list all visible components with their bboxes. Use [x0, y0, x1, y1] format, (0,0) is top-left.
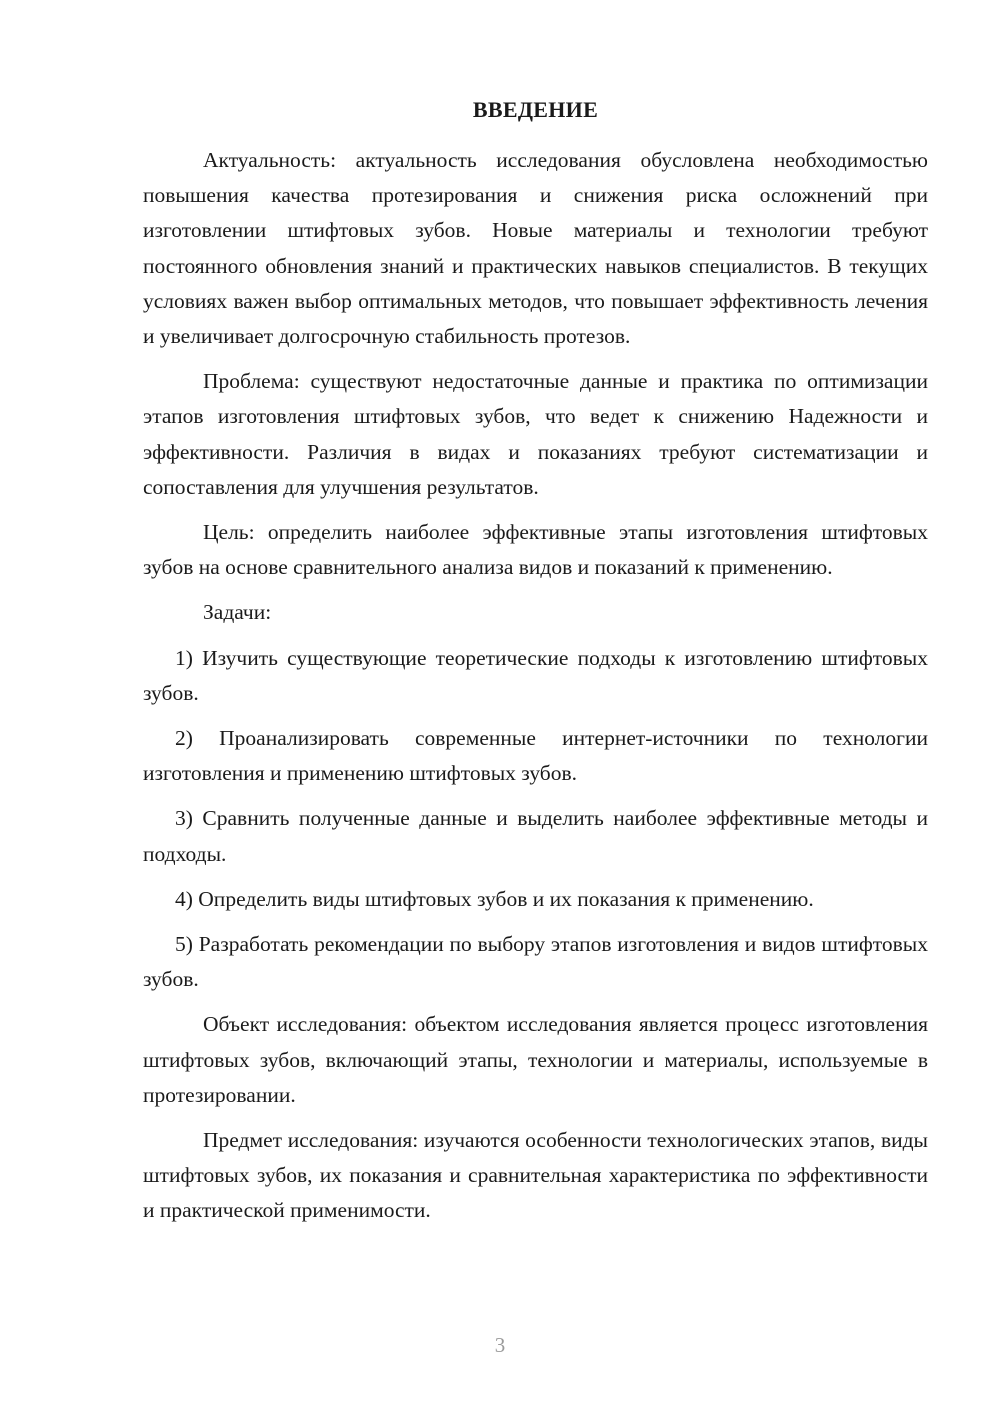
task-item-1: 1) Изучить существующие теоретические подходы к изготовлению штифтовых зубов.	[143, 645, 928, 705]
task-item-3: 3) Сравнить полученные данные и выделить наиболее эффективные методы и подходы.	[143, 806, 928, 866]
tasks-list	[143, 641, 928, 998]
document-page	[143, 92, 928, 1239]
page-number: 3	[494, 1333, 506, 1357]
paragraph-object: Объект исследования: объектом исследования является процесс изготовления штифтовых зубов, включающий этапы, технологии и материалы, используемые в протезировании.	[143, 1012, 928, 1107]
paragraph-relevance: Актуальность: актуальность исследования обусловлена необходимостью повышения качества протезирования и снижения риска осложнений при изготовлении штифтовых зубов. Новые материалы и технологии требуют постоянного обновления знаний и практических навыков специалистов. В текущих условиях важен выбор оптимальных методов, что повышает эффективность лечения и увеличивает долгосрочную стабильность протезов.	[143, 148, 928, 349]
paragraph-goal: Цель: определить наиболее эффективные этапы изготовления штифтовых зубов на основе сравнительного анализа видов и показаний к применению.	[143, 520, 928, 580]
task-item-5: 5) Разработать рекомендации по выбору этапов изготовления и видов штифтовых зубов.	[143, 932, 928, 992]
paragraph-problem: Проблема: существуют недостаточные данные и практика по оптимизации этапов изготовления штифтовых зубов, что ведет к снижению Надежности и эффективности. Различия в видах и показаниях требуют систематизации и сопоставления для улучшения результатов.	[143, 369, 928, 499]
paragraph-subject: Предмет исследования: изучаются особенности технологических этапов, виды штифтовых зубов, их показания и сравнительная характеристика по эффективности и практической применимости.	[143, 1128, 928, 1223]
tasks-heading: Задачи:	[203, 600, 272, 625]
task-item-4: 4) Определить виды штифтовых зубов и их показания к применению.	[175, 886, 814, 911]
task-item-2: 2) Проанализировать современные интернет-источники по технологии изготовления и применению штифтовых зубов.	[143, 726, 928, 786]
page-title: ВВЕДЕНИЕ	[472, 97, 599, 122]
